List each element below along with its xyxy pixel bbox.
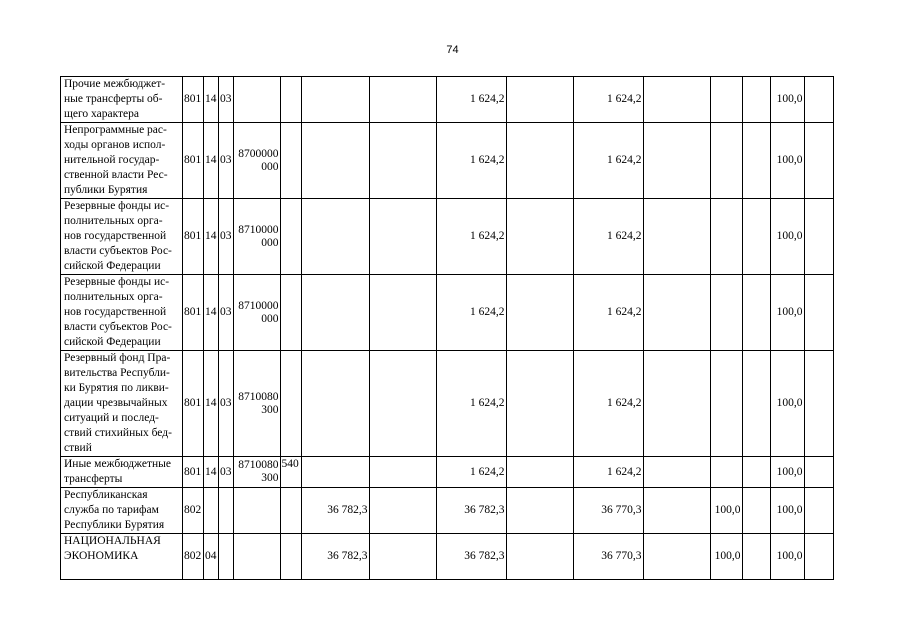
- row-name-line: трансферты: [64, 473, 123, 485]
- target-article-code: [233, 351, 280, 457]
- section-code: 14: [204, 199, 219, 275]
- value-cell: 1 624,2: [436, 275, 506, 351]
- target-article-line: 8710080: [238, 390, 279, 403]
- value-cell: 36 770,3: [573, 488, 643, 534]
- row-name-line: власти субъектов Рос-: [64, 321, 172, 333]
- section-code: 04: [204, 534, 219, 580]
- subsection-code: 03: [219, 77, 234, 123]
- value-cell: [804, 77, 833, 123]
- value-cell: [742, 199, 770, 275]
- row-name-line: полнительных орга-: [64, 215, 163, 227]
- value-cell: [506, 488, 573, 534]
- value-cell: [742, 534, 770, 580]
- row-name-line: полнительных орга-: [64, 291, 163, 303]
- row-name-line: ствий: [64, 442, 92, 454]
- value-cell: [506, 534, 573, 580]
- subsection-code: 03: [219, 123, 234, 199]
- ved-code: 801: [183, 351, 204, 457]
- expense-type-code: [280, 534, 301, 580]
- row-name-line: Прочие межбюджет-: [64, 78, 166, 90]
- target-article-line: 8700000: [238, 147, 279, 160]
- value-cell: [710, 123, 742, 199]
- subsection-code: 03: [219, 275, 234, 351]
- target-article-code: [233, 488, 280, 534]
- row-name-line: Республики Бурятия: [64, 519, 165, 531]
- value-cell: [804, 351, 833, 457]
- value-cell: [369, 275, 436, 351]
- row-name-line: сийской Федерации: [64, 260, 161, 272]
- value-cell: 36 782,3: [436, 534, 506, 580]
- row-name-line: ные трансферты об-: [64, 93, 163, 105]
- budget-table: [60, 76, 834, 580]
- section-code: 14: [204, 351, 219, 457]
- value-cell: [301, 275, 369, 351]
- value-cell: [369, 77, 436, 123]
- value-cell: [643, 123, 710, 199]
- row-name-line: нов государственной: [64, 306, 167, 318]
- value-cell: [710, 457, 742, 488]
- target-article-code: [233, 275, 280, 351]
- value-cell: [710, 199, 742, 275]
- value-cell: [369, 488, 436, 534]
- page-number: 74: [446, 44, 459, 56]
- value-cell: [742, 488, 770, 534]
- value-cell: [643, 275, 710, 351]
- value-cell: 1 624,2: [573, 457, 643, 488]
- subsection-code: [219, 488, 234, 534]
- value-cell: 1 624,2: [436, 457, 506, 488]
- value-cell: 1 624,2: [436, 77, 506, 123]
- value-cell: 1 624,2: [573, 351, 643, 457]
- value-cell: [369, 534, 436, 580]
- value-cell: [506, 199, 573, 275]
- subsection-code: 03: [219, 351, 234, 457]
- row-name-line: дации чрезвычайных: [64, 397, 168, 409]
- value-cell: 36 782,3: [301, 488, 369, 534]
- row-name-line: ходы органов испол-: [64, 139, 166, 151]
- row-name-line: [64, 564, 181, 579]
- expense-type-code: [280, 275, 301, 351]
- row-name-line: ствий стихийных бед-: [64, 427, 172, 439]
- value-cell: [369, 123, 436, 199]
- value-cell: [643, 534, 710, 580]
- value-cell: [710, 77, 742, 123]
- row-name-line: ки Бурятия по ликви-: [64, 382, 169, 394]
- value-cell: 100,0: [770, 77, 804, 123]
- value-cell: [301, 123, 369, 199]
- expense-type-code: [280, 123, 301, 199]
- table-row: [61, 534, 834, 580]
- value-cell: 100,0: [710, 488, 742, 534]
- row-name-line: щего характера: [64, 108, 139, 120]
- row-name-line: вительства Республи-: [64, 367, 170, 379]
- ved-code: 801: [183, 123, 204, 199]
- value-cell: 100,0: [770, 457, 804, 488]
- subsection-code: [219, 534, 234, 580]
- value-cell: [742, 351, 770, 457]
- row-name-line: ситуаций и послед-: [64, 412, 159, 424]
- target-article-code: [233, 77, 280, 123]
- value-cell: 36 782,3: [436, 488, 506, 534]
- row-name-line: Республиканская: [64, 489, 148, 501]
- row-name: [61, 457, 183, 488]
- value-cell: [804, 123, 833, 199]
- value-cell: [506, 77, 573, 123]
- value-cell: [742, 77, 770, 123]
- value-cell: 100,0: [770, 275, 804, 351]
- expense-type-code: [280, 77, 301, 123]
- value-cell: 100,0: [770, 488, 804, 534]
- value-cell: [742, 457, 770, 488]
- subsection-code: 03: [219, 199, 234, 275]
- value-cell: [804, 488, 833, 534]
- expense-type-code: [280, 351, 301, 457]
- row-name-line: нительной государ-: [64, 154, 160, 166]
- row-name-line: служба по тарифам: [64, 504, 159, 516]
- target-article-code: [233, 534, 280, 580]
- section-code: 14: [204, 123, 219, 199]
- value-cell: 100,0: [770, 199, 804, 275]
- target-article-line: 000: [261, 312, 279, 325]
- row-name-line: Иные межбюджетные: [64, 458, 171, 470]
- row-name-line: власти субъектов Рос-: [64, 245, 172, 257]
- table-body: [61, 77, 834, 580]
- value-cell: 1 624,2: [436, 199, 506, 275]
- row-name-line: ственной власти Рес-: [64, 169, 168, 181]
- row-name-line: Резервный фонд Пра-: [64, 352, 171, 364]
- value-cell: [710, 275, 742, 351]
- value-cell: [643, 77, 710, 123]
- value-cell: [804, 199, 833, 275]
- target-article-line: 300: [261, 472, 279, 484]
- table-row: [61, 351, 834, 457]
- row-name-line: НАЦИОНАЛЬНАЯ: [64, 535, 161, 547]
- row-name-line: Непрограммные рас-: [64, 124, 167, 136]
- value-cell: 1 624,2: [573, 77, 643, 123]
- expense-type-code: [280, 199, 301, 275]
- row-name: [61, 488, 183, 534]
- target-article-code: [233, 123, 280, 199]
- row-name-line: нов государственной: [64, 230, 167, 242]
- table-row: [61, 275, 834, 351]
- value-cell: [710, 351, 742, 457]
- target-article-code: [233, 457, 280, 488]
- row-name-line: ЭКОНОМИКА: [64, 550, 139, 562]
- ved-code: 801: [183, 199, 204, 275]
- value-cell: [301, 457, 369, 488]
- table-row: [61, 199, 834, 275]
- value-cell: [506, 123, 573, 199]
- value-cell: 36 782,3: [301, 534, 369, 580]
- value-cell: [369, 199, 436, 275]
- target-article-line: 8710080: [238, 459, 279, 471]
- value-cell: [643, 199, 710, 275]
- expense-type-code: 540: [280, 457, 301, 488]
- target-article-code: [233, 199, 280, 275]
- section-code: 14: [204, 275, 219, 351]
- table-row: [61, 488, 834, 534]
- value-cell: [301, 199, 369, 275]
- value-cell: [643, 488, 710, 534]
- value-cell: 100,0: [770, 123, 804, 199]
- table-row: [61, 123, 834, 199]
- row-name-line: Резервные фонды ис-: [64, 276, 170, 288]
- value-cell: 1 624,2: [436, 123, 506, 199]
- value-cell: [804, 534, 833, 580]
- value-cell: 100,0: [770, 351, 804, 457]
- value-cell: [643, 351, 710, 457]
- row-name: [61, 534, 183, 580]
- target-article-line: 8710000: [238, 299, 279, 312]
- value-cell: [804, 457, 833, 488]
- row-name: [61, 77, 183, 123]
- value-cell: [369, 351, 436, 457]
- ved-code: 801: [183, 275, 204, 351]
- value-cell: [506, 351, 573, 457]
- ved-code: 802: [183, 534, 204, 580]
- value-cell: [742, 123, 770, 199]
- row-name: [61, 275, 183, 351]
- target-article-line: 8710000: [238, 223, 279, 236]
- section-code: 14: [204, 457, 219, 488]
- value-cell: 100,0: [770, 534, 804, 580]
- value-cell: [301, 351, 369, 457]
- value-cell: 1 624,2: [436, 351, 506, 457]
- value-cell: [506, 457, 573, 488]
- target-article-line: 000: [261, 236, 279, 249]
- table-row: [61, 457, 834, 488]
- value-cell: 1 624,2: [573, 123, 643, 199]
- value-cell: [369, 457, 436, 488]
- row-name-line: сийской Федерации: [64, 336, 161, 348]
- ved-code: 801: [183, 77, 204, 123]
- table-row: [61, 77, 834, 123]
- value-cell: [643, 457, 710, 488]
- value-cell: [506, 275, 573, 351]
- subsection-code: 03: [219, 457, 234, 488]
- value-cell: 36 770,3: [573, 534, 643, 580]
- value-cell: [804, 275, 833, 351]
- value-cell: 1 624,2: [573, 275, 643, 351]
- row-name: [61, 199, 183, 275]
- section-code: [204, 488, 219, 534]
- row-name-line: Резервные фонды ис-: [64, 200, 170, 212]
- expense-type-code: [280, 488, 301, 534]
- value-cell: [742, 275, 770, 351]
- target-article-line: 300: [261, 403, 279, 416]
- ved-code: 801: [183, 457, 204, 488]
- value-cell: [301, 77, 369, 123]
- target-article-line: 000: [261, 160, 279, 173]
- row-name: [61, 123, 183, 199]
- value-cell: 1 624,2: [573, 199, 643, 275]
- value-cell: 100,0: [710, 534, 742, 580]
- row-name: [61, 351, 183, 457]
- section-code: 14: [204, 77, 219, 123]
- row-name-line: публики Бурятия: [64, 184, 148, 196]
- ved-code: 802: [183, 488, 204, 534]
